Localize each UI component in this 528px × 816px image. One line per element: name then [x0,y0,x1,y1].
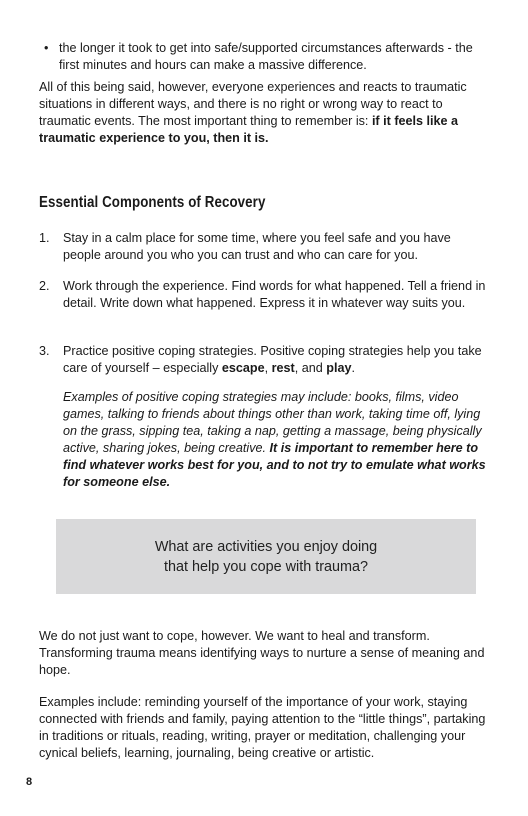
intro-emphasis: if it feels like a traumatic experience to you, then it is. [39,114,459,145]
callout-line-2: that help you cope with trauma? [164,558,368,575]
closing-paragraph-2: Examples include: reminding yourself of the importance of your work, staying connected with friends and family, paying attention to the “little things”, partaking in traditions or rituals, reading, writing, prayer or meditation, challenging your cynical beliefs, learning, journaling, being creative or artistic. [39,695,486,760]
page-number: 8 [26,776,33,788]
emphasis-play: play [326,361,352,375]
section-heading: Essential Components of Recovery [39,194,266,211]
separator: , [264,361,272,375]
separator: , and [294,361,327,375]
item-number: 2. [39,279,50,293]
intro-paragraph [39,79,491,147]
emphasis-rest: rest [271,361,295,375]
examples-paragraph [63,389,491,491]
examples-emphasis: It is important to remember here to find whatever works best for you, and to not try to emulate what works for someone else. [63,441,486,489]
bullet-text: the longer it took to get into safe/supported circumstances afterwards - the first minutes and hours can make a massive difference. [59,41,473,72]
item-number: 3. [39,344,50,358]
item-number: 1. [39,231,50,245]
item-text [63,343,491,377]
numbered-item-1 [39,230,491,264]
numbered-item-3 [39,343,491,377]
bullet-marker: • [44,41,49,55]
reflection-callout [56,519,476,594]
item-text-part: Practice positive coping strategies. Positive coping strategies help you take care of yourself – especially [63,344,482,375]
callout-line-1: What are activities you enjoy doing [154,538,378,555]
emphasis-escape: escape [221,361,265,375]
examples-text: Examples of positive coping strategies may include: books, films, video games, talking to friends about things other than work, taking time off, lying on the grass, sipping tea, taking a nap, getting a massage, being physically active, sharing jokes, being creative. [63,390,482,455]
item-text: Work through the experience. Find words for what happened. Tell a friend in detail. Write down what happened. Express it in whatever way suits you. [63,279,486,310]
numbered-item-2 [39,278,491,312]
closing-paragraph-1: We do not just want to cope, however. We want to heal and transform. Transforming trauma means identifying ways to nurture a sense of meaning and hope. [39,629,485,677]
item-text-end: . [351,361,355,375]
intro-text: All of this being said, however, everyone experiences and reacts to traumatic situations in different ways, and there is no right or wrong way to react to traumatic events. The most important thing to remember is: [39,80,467,128]
item-text: Stay in a calm place for some time, where you feel safe and you have people around you who you can trust and who can care for you. [63,231,451,262]
list-item [44,40,492,74]
